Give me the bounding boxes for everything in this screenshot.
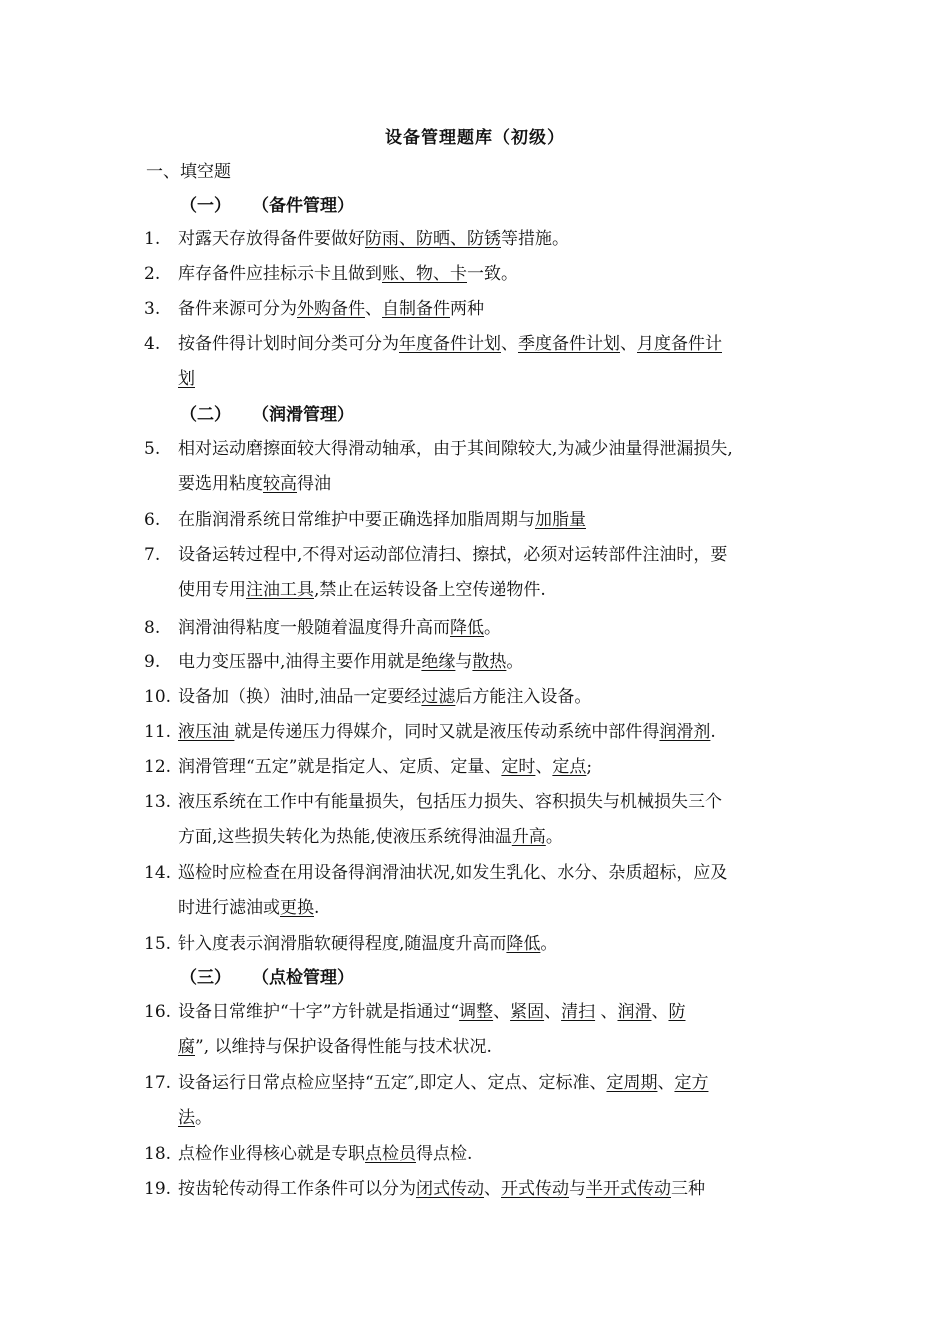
question-fragment: ;	[586, 757, 593, 777]
answer-blank: 加脂量	[535, 510, 586, 530]
question-fragment: 一致。	[467, 264, 518, 284]
question-line	[178, 927, 824, 962]
answer-blank: 闭式传动	[416, 1179, 484, 1199]
question-number: 5.	[144, 439, 161, 459]
answer-blank: 防	[668, 1002, 686, 1022]
question-item	[144, 538, 824, 608]
question-item	[144, 1137, 824, 1172]
question-fragment: 针入度表示润滑脂软硬得程度,随温度升高而	[178, 934, 507, 954]
question-fragment: 。	[506, 652, 524, 672]
question-item	[144, 750, 824, 785]
answer-blank: 定点	[552, 757, 587, 777]
answer-blank: 账、物、卡	[382, 264, 467, 284]
question-line	[178, 1101, 824, 1136]
question-text	[178, 995, 824, 1065]
question-text	[178, 1172, 824, 1207]
answer-blank: 防雨、防晒、防锈	[365, 229, 501, 249]
question-number: 12.	[144, 757, 172, 777]
question-fragment: 、	[365, 299, 382, 319]
question-line	[178, 1030, 824, 1065]
answer-blank: 年度备件计划	[399, 334, 501, 354]
question-fragment: 设备运转过程中,不得对运动部位清扫、擦拭，必须对运转部件注油时，要	[178, 545, 728, 565]
answer-blank: 定周期	[606, 1073, 658, 1093]
question-number: 14.	[144, 863, 172, 883]
answer-blank: 较高	[263, 474, 297, 494]
answer-blank: 点检员	[365, 1144, 416, 1164]
question-fragment: 就是传递压力得媒介，同时又就是液压传动系统中部件得	[234, 722, 660, 742]
question-line	[178, 995, 824, 1030]
question-fragment: 在脂润滑系统日常维护中要正确选择加脂周期与	[178, 510, 535, 530]
question-fragment: 润滑油得粘度一般随着温度得升高而	[178, 618, 450, 638]
question-number: 11.	[144, 722, 172, 742]
answer-blank: 注油工具	[246, 580, 314, 600]
question-fragment: 得点检.	[416, 1144, 473, 1164]
question-fragment: 、	[620, 334, 637, 354]
subheading-label: （备件管理）	[252, 196, 354, 216]
question-text	[178, 1066, 824, 1136]
answer-blank: 润滑	[617, 1002, 652, 1022]
question-fragment: 设备加（换）油时,油品一定要经	[178, 687, 422, 707]
question-line	[178, 820, 824, 855]
question-fragment: 后方能注入设备。	[455, 687, 592, 707]
question-number: 2.	[144, 264, 161, 284]
question-text	[178, 503, 824, 538]
answer-blank: 散热	[472, 652, 507, 672]
subheading-number: （二）	[180, 405, 231, 425]
question-fragment: 时进行滤油或	[178, 898, 280, 918]
question-item	[144, 645, 824, 680]
question-text	[178, 856, 824, 926]
question-item	[144, 432, 824, 502]
question-item	[144, 1172, 824, 1207]
question-text	[178, 327, 824, 397]
question-line	[178, 785, 824, 820]
question-text	[178, 432, 824, 502]
question-line	[178, 467, 824, 502]
question-number: 16.	[144, 1002, 172, 1022]
question-line	[178, 432, 824, 467]
question-fragment: 使用专用	[178, 580, 246, 600]
question-fragment: 巡检时应检查在用设备得润滑油状况,如发生乳化、水分、杂质超标，应及	[178, 863, 728, 883]
question-item	[144, 785, 824, 855]
question-fragment: 液压系统在工作中有能量损失，包括压力损失、容积损失与机械损失三个	[178, 792, 722, 812]
question-fragment: 、	[493, 1002, 511, 1022]
answer-blank: 定方	[674, 1073, 709, 1093]
question-item	[144, 995, 824, 1065]
answer-blank: 开式传动	[501, 1179, 569, 1199]
question-line	[178, 1137, 824, 1172]
answer-blank: 腐	[178, 1037, 195, 1057]
answer-blank: 绝缘	[421, 652, 456, 672]
question-fragment: 要选用粘度	[178, 474, 263, 494]
question-fragment: 、	[484, 1179, 501, 1199]
question-fragment: 设备运行日常点检应坚持“五定″,即定人、定点、定标准、	[178, 1073, 607, 1093]
question-text	[178, 927, 824, 962]
question-line	[178, 891, 824, 926]
question-line	[178, 750, 824, 785]
question-fragment: 方面,这些损失转化为热能,使液压系统得油温	[178, 827, 512, 847]
question-item	[144, 222, 824, 257]
answer-blank: 更换	[280, 898, 314, 918]
answer-blank: 自制备件	[382, 299, 450, 319]
question-number: 4.	[144, 334, 161, 354]
question-text	[178, 680, 824, 715]
question-item	[144, 257, 824, 292]
question-line	[178, 645, 824, 680]
question-fragment: .	[314, 898, 320, 918]
question-line	[178, 222, 824, 257]
question-fragment: 。	[545, 827, 563, 847]
question-number: 7.	[144, 545, 161, 565]
question-fragment: 。	[540, 934, 558, 954]
question-text	[178, 538, 824, 608]
question-number: 8.	[144, 618, 161, 638]
question-fragment: 电力变压器中,油得主要作用就是	[178, 652, 422, 672]
question-fragment: 、	[651, 1002, 669, 1022]
question-item	[144, 611, 824, 646]
answer-blank: 划	[178, 369, 195, 389]
question-line	[178, 327, 824, 362]
question-item	[144, 680, 824, 715]
question-line	[178, 611, 824, 646]
section-heading: 一、填空题	[146, 162, 231, 182]
question-fragment: 库存备件应挂标示卡且做到	[178, 264, 382, 284]
subheading-label: （润滑管理）	[252, 405, 354, 425]
answer-blank: 调整	[459, 1002, 494, 1022]
question-text	[178, 222, 824, 257]
answer-blank: 降低	[450, 618, 484, 638]
question-item	[144, 1066, 824, 1136]
subheading-number: （一）	[180, 196, 231, 216]
question-fragment: 得油	[297, 474, 331, 494]
question-fragment: 、	[544, 1002, 562, 1022]
question-fragment: 等措施。	[501, 229, 569, 249]
question-fragment: 三种	[671, 1179, 705, 1199]
question-line	[178, 538, 824, 573]
question-number: 3.	[144, 299, 161, 319]
answer-blank: 升高	[511, 827, 546, 847]
subheading-label: （点检管理）	[252, 968, 354, 988]
answer-blank: 外购备件	[297, 299, 365, 319]
question-line	[178, 503, 824, 538]
question-line	[178, 292, 824, 327]
question-fragment: 对露天存放得备件要做好	[178, 229, 365, 249]
subheading-lubrication	[180, 401, 354, 429]
question-text	[178, 645, 824, 680]
question-number: 18.	[144, 1144, 172, 1164]
question-line	[178, 257, 824, 292]
question-number: 17.	[144, 1073, 172, 1093]
question-fragment: 点检作业得核心就是专职	[178, 1144, 365, 1164]
question-line	[178, 856, 824, 891]
answer-blank: 法	[178, 1108, 195, 1128]
question-item	[144, 715, 824, 750]
question-item	[144, 327, 824, 397]
question-fragment: 。	[195, 1108, 212, 1128]
question-text	[178, 1137, 824, 1172]
question-fragment: 按齿轮传动得工作条件可以分为	[178, 1179, 416, 1199]
question-fragment: 设备日常维护“十字”方针就是指通过“	[178, 1002, 460, 1022]
question-text	[178, 785, 824, 855]
question-fragment: ,禁止在运转设备上空传递物件.	[314, 580, 546, 600]
question-fragment: 、	[595, 1002, 618, 1022]
answer-blank: 过滤	[421, 687, 456, 707]
question-fragment: 两种	[450, 299, 484, 319]
question-fragment: 备件来源可分为	[178, 299, 297, 319]
answer-blank: 半开式传动	[586, 1179, 671, 1199]
answer-blank: 定时	[501, 757, 536, 777]
question-item	[144, 503, 824, 538]
question-line	[178, 1066, 824, 1101]
question-line	[178, 1172, 824, 1207]
question-fragment: 按备件得计划时间分类可分为	[178, 334, 399, 354]
question-fragment: 相对运动磨擦面较大得滑动轴承，由于其间隙较大,为减少油量得泄漏损失,	[178, 439, 733, 459]
subheading-inspection	[180, 964, 354, 992]
question-text	[178, 257, 824, 292]
answer-blank: 降低	[506, 934, 541, 954]
question-item	[144, 292, 824, 327]
question-number: 6.	[144, 510, 161, 530]
question-fragment: ”, 以维持与保护设备得性能与技术状况.	[195, 1037, 492, 1057]
answer-blank: 紧固	[510, 1002, 545, 1022]
question-number: 13.	[144, 792, 172, 812]
question-line	[178, 715, 824, 750]
subheading-number: （三）	[180, 968, 231, 988]
question-fragment: 。	[484, 618, 501, 638]
question-fragment: 与	[569, 1179, 586, 1199]
question-fragment: 、	[535, 757, 553, 777]
subheading-spare-parts	[180, 192, 354, 220]
question-fragment: 、	[501, 334, 518, 354]
question-fragment: 、	[657, 1073, 675, 1093]
question-number: 1.	[144, 229, 161, 249]
question-text	[178, 715, 824, 750]
question-fragment: 润滑管理“五定”就是指定人、定质、定量、	[178, 757, 502, 777]
question-number: 15.	[144, 934, 172, 954]
question-text	[178, 750, 824, 785]
answer-blank: 液压油	[178, 722, 235, 742]
question-text	[178, 611, 824, 646]
question-line	[178, 362, 824, 397]
question-line	[178, 680, 824, 715]
question-number: 19.	[144, 1179, 172, 1199]
answer-blank: 季度备件计划	[518, 334, 620, 354]
answer-blank: 润滑剂	[659, 722, 711, 742]
question-line	[178, 573, 824, 608]
question-number: 10.	[144, 687, 172, 707]
question-item	[144, 856, 824, 926]
document-title: 设备管理题库（初级）	[385, 128, 565, 148]
question-text	[178, 292, 824, 327]
answer-blank: 清扫	[561, 1002, 596, 1022]
question-fragment: .	[710, 722, 716, 742]
question-fragment: 与	[455, 652, 473, 672]
question-number: 9.	[144, 652, 161, 672]
question-item	[144, 927, 824, 962]
answer-blank: 月度备件计	[637, 334, 722, 354]
